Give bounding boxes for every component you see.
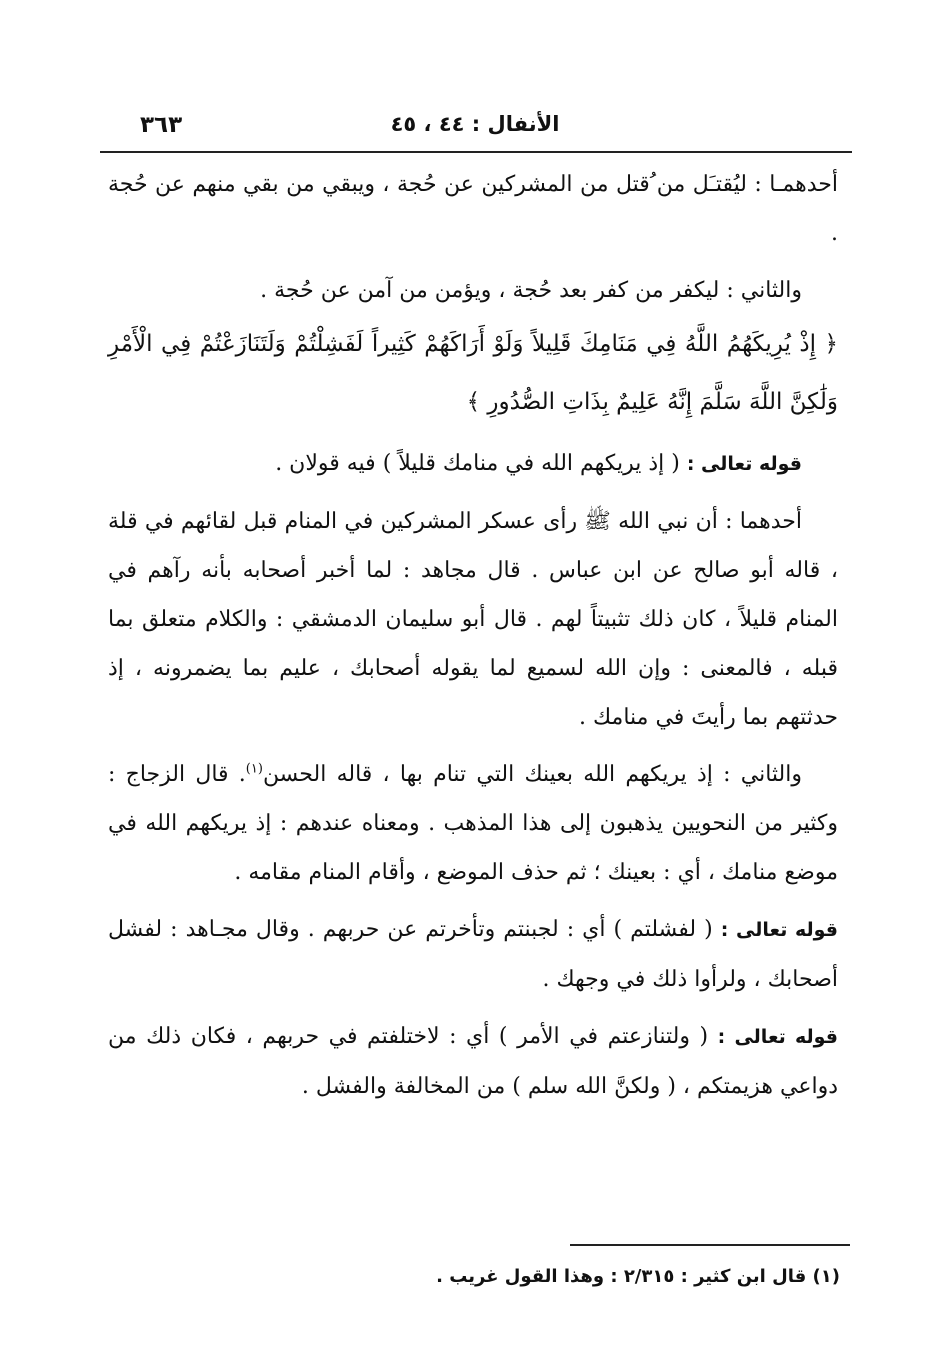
body-text [108,160,838,1111]
qawluhu-taala-label: قوله تعالى : [717,1026,838,1048]
paragraph-first-opinion: أحدهما : أن نبي الله ﷺ رأى عسكر المشركين في المنام قبل لقائهم في قلة ، قاله أبو صالح عن ابن عباس . قال مجاهد : لما أخبر أصحابه بأنه رآهم في المنام قليلاً ، كان ذلك تثبيتاً لهم . قال أبو سليمان الدمشقي : والكلام متعلق بما قبله ، فالمعنى : وإن الله لسميع لما يقوله أصحابك ، عليم بما يضمرونه ، إذ حدثتهم بما رأيتَ في منامك . [108,509,838,730]
qawluhu-taala-label: قوله تعالى : [720,919,839,941]
quran-verse: ﴿ إِذْ يُرِيكَهُمُ اللَّهُ فِي مَنَامِكَ قَلِيلاً وَلَوْ أَرَاكَهُمْ كَثِيراً لَفَشِلْتُمْ وَلَتَنَازَعْتُمْ فِي الْأَمْرِ وَلَٰكِنَّ اللَّهَ سَلَّمَ إِنَّهُ عَلِيمٌ بِذَاتِ الصُّدُورِ ﴾ [108,331,838,415]
latanazatum-text: ( ولتنازعتم في الأمر ) أي : لاختلفتم في حربهم ، فكان ذلك من دواعي هزيمتكم ، ( ولكنَّ الله سلم ) من المخالفة والفشل . [108,1024,838,1099]
second-opinion-part-a: والثاني : إذ يريكهم الله بعينك التي تنام بها ، قاله الحسن [262,762,802,787]
paragraph-commentary-heading [108,439,838,489]
paragraph-lafashiltum [108,905,838,1004]
lafashiltum-text: ( لفشلتم ) أي : لجبنتم وتأخرتم عن حربهم . وقال مجـاهد : لفشل أصحابك ، ولرأوا ذلك في وجهك . [108,917,838,992]
paragraph-second-reason: والثاني : ليكفر من كفر بعد حُجة ، ويؤمن من آمن عن حُجة . [260,278,802,303]
qawluhu-taala-label: قوله تعالى : [686,453,802,475]
header-rule [100,151,852,153]
paragraph-second-opinion [108,750,838,897]
paragraph-latanazatum [108,1012,838,1111]
footnote-reference[interactable]: (١) [245,761,263,777]
running-head: الأنفال : ٤٤ ، ٤٥ [390,112,560,136]
second-opinion-part-b: . قال الزجاج : وكثير من النحويين يذهبون إلى هذا المذهب . ومعناه عندهم : إذ يريكهم الله في موضع منامك ، أي : بعينك ؛ ثم حذف الموضع ، وأقام المنام مقامه . [108,762,838,885]
paragraph-first-reason: أحدهمـا : ليُقتـَل من ُقتل من المشركين عن حُجة ، ويبقي من بقي منهم عن حُجة . [108,172,838,246]
footnote: (١) قال ابن كثير : ٢/٣١٥ : وهذا القول غريب . [436,1266,840,1287]
commentary-heading-text: ( إذ يريكهم الله في منامك قليلاً ) فيه قولان . [275,451,680,476]
page-header [100,108,850,148]
page-number: ٣٦٣ [140,112,183,138]
footnote-rule [570,1244,850,1246]
